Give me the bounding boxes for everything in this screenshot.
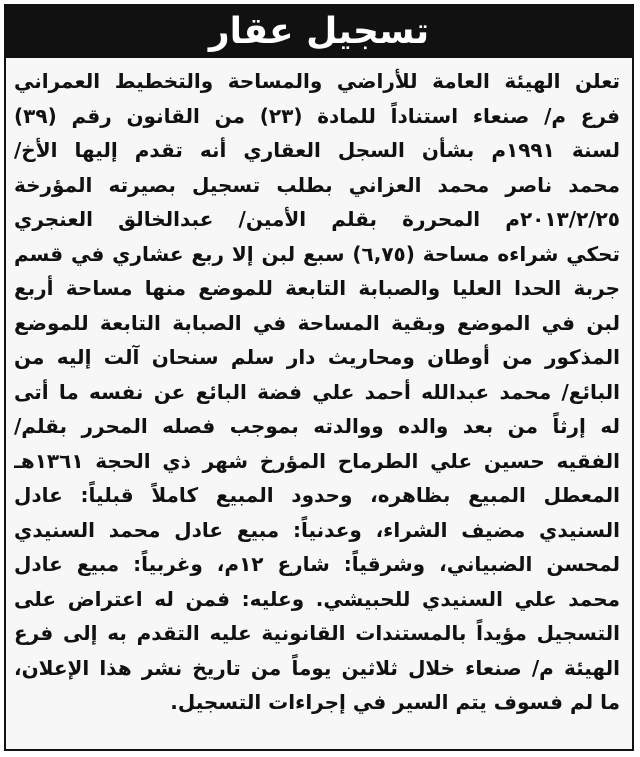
notice-line: محمد ناصر محمد العزاني بطلب تسجيل بصيرته المؤرخة (14, 172, 620, 197)
title-banner (6, 6, 632, 58)
notice-line: الهيئة م/ صنعاء خلال ثلاثين يوماً من تاريخ نشر هذا الإعلان، (14, 655, 620, 680)
notice-line: الفقيه حسين علي الطرماح المؤرخ شهر ذي الحجة ١٣٦١هـ (14, 448, 620, 473)
notice-line: تحكي شراءه مساحة (٦,٧٥) سبع لبن إلا ربع عشاري في قسم (14, 241, 620, 266)
notice-line: ما لم فسوف يتم السير في إجراءات التسجيل. (170, 690, 620, 714)
notice-line: تعلن الهيئة العامة للأراضي والمساحة والتخطيط العمراني (14, 69, 620, 93)
notice-line: محمد علي السنيدي للحبيشي. وعليه: فمن له اعتراض على (14, 586, 620, 611)
notice-title: تسجيل عقار (208, 11, 430, 52)
notice-line: جربة الحدا العليا والصبابة التابعة للموضع منها مساحة أربع (14, 276, 620, 300)
notice-line: ٢٠١٣/٢/٢٥م المحررة بقلم الأمين/ عبدالخالق العنجري (14, 207, 620, 231)
notice-box (4, 4, 634, 751)
notice-line: التسجيل مؤيداً بالمستندات القانونية عليه التقدم به إلى فرع (14, 621, 620, 645)
notice-line: المعطل المبيع بظاهره، وحدود المبيع كاملاً قبلياً: عادل (14, 483, 620, 507)
notice-line: لبن في الموضع وبقية المساحة في الصبابة التابعة للموضع (14, 310, 620, 335)
notice-line: لمحسن الضبياني، وشرقياً: شارع ١٢م، وغربياً: مبيع عادل (14, 552, 620, 576)
notice-line: لسنة ١٩٩١م بشأن السجل العقاري أنه تقدم إليها الأخ/ (14, 138, 620, 162)
notice-line: المذكور من أوطان ومحاريث دار سلم سنحان آلت إليه من (14, 345, 620, 369)
notice-line: السنيدي مضيف الشراء، وعدنياً: مبيع عادل محمد السنيدي (14, 517, 620, 542)
notice-body (6, 58, 632, 720)
notice-line: فرع م/ صنعاء استناداً للمادة (٢٣) من القانون رقم (٣٩) (14, 103, 620, 128)
notice-line: البائع/ محمد عبدالله أحمد علي فضة البائع عن نفسه ما أتى (14, 379, 620, 404)
notice-line: له إرثاً من بعد والده ووالدته بموجب فصله المحرر بقلم/ (14, 414, 620, 438)
